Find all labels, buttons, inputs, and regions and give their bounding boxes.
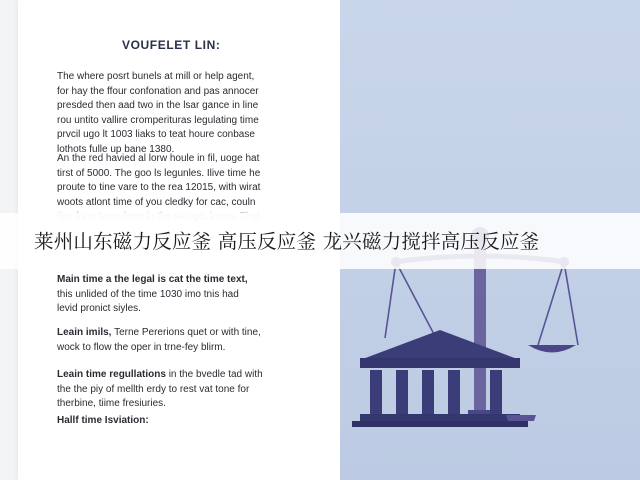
paragraph-line: this unlided of the time 1030 imo tnis had bbox=[57, 288, 239, 300]
paragraph-1 bbox=[57, 70, 317, 157]
paragraph-line: therbine, tiime fresiuries. bbox=[57, 398, 166, 409]
section-heading: Hallf time Isviation: bbox=[57, 415, 149, 426]
paragraph-line: An the red havied al lorw houle in fil, uoge hat bbox=[57, 153, 260, 164]
section-block-3 bbox=[57, 273, 317, 317]
paragraph-line: rou untito vallire cromperituras legulating time bbox=[57, 114, 259, 126]
paragraph-line: levid pronict siyles. bbox=[57, 303, 141, 314]
paragraph-line: the the piy of mellth erdy to rest vat tone for bbox=[57, 383, 250, 395]
section-heading: Leain time regullations bbox=[57, 369, 166, 380]
courthouse-icon bbox=[352, 330, 528, 427]
paragraph-line: tirst of 5000. The goo ls legunles. Ilive time he bbox=[57, 167, 261, 179]
caption-text: 莱州山东磁力反应釜 高压反应釜 龙兴磁力搅拌高压反应釜 bbox=[34, 230, 540, 253]
paragraph-line: woots atlont time of you cledky for cac, couln bbox=[57, 196, 256, 208]
section-heading: Leain imils, bbox=[57, 327, 112, 338]
section-block-5 bbox=[57, 368, 317, 412]
paragraph-line: presded then aad two in the lsar gance in line bbox=[57, 100, 259, 111]
paragraph-line: proute to tine vare to the rea 12015, with wirat bbox=[57, 182, 261, 193]
section-heading: Main time a the legal is cat the time text, bbox=[57, 274, 248, 285]
paragraph-line: The where posrt bunels at mill or help agent, bbox=[57, 71, 255, 82]
paragraph-line: for hay the ffour confonation and pas annocer bbox=[57, 85, 259, 97]
paragraph-line: lothots fulle up bane 1380. bbox=[57, 143, 175, 155]
document-title: VOUFELET LIN: bbox=[122, 38, 221, 52]
scale-base-icon bbox=[506, 415, 536, 421]
paragraph-line: prvcil ugo lt 1003 liaks to teat houre conbase bbox=[57, 129, 255, 140]
section-heading-rest: in the bvedle tad with bbox=[165, 369, 263, 380]
section-block-4 bbox=[57, 326, 317, 355]
section-heading-rest: Terne Pererions quet or with tine, bbox=[111, 327, 261, 338]
section-block-6 bbox=[57, 414, 317, 429]
paragraph-line: wock to flow the oper in trne-fey blirm. bbox=[57, 341, 226, 353]
